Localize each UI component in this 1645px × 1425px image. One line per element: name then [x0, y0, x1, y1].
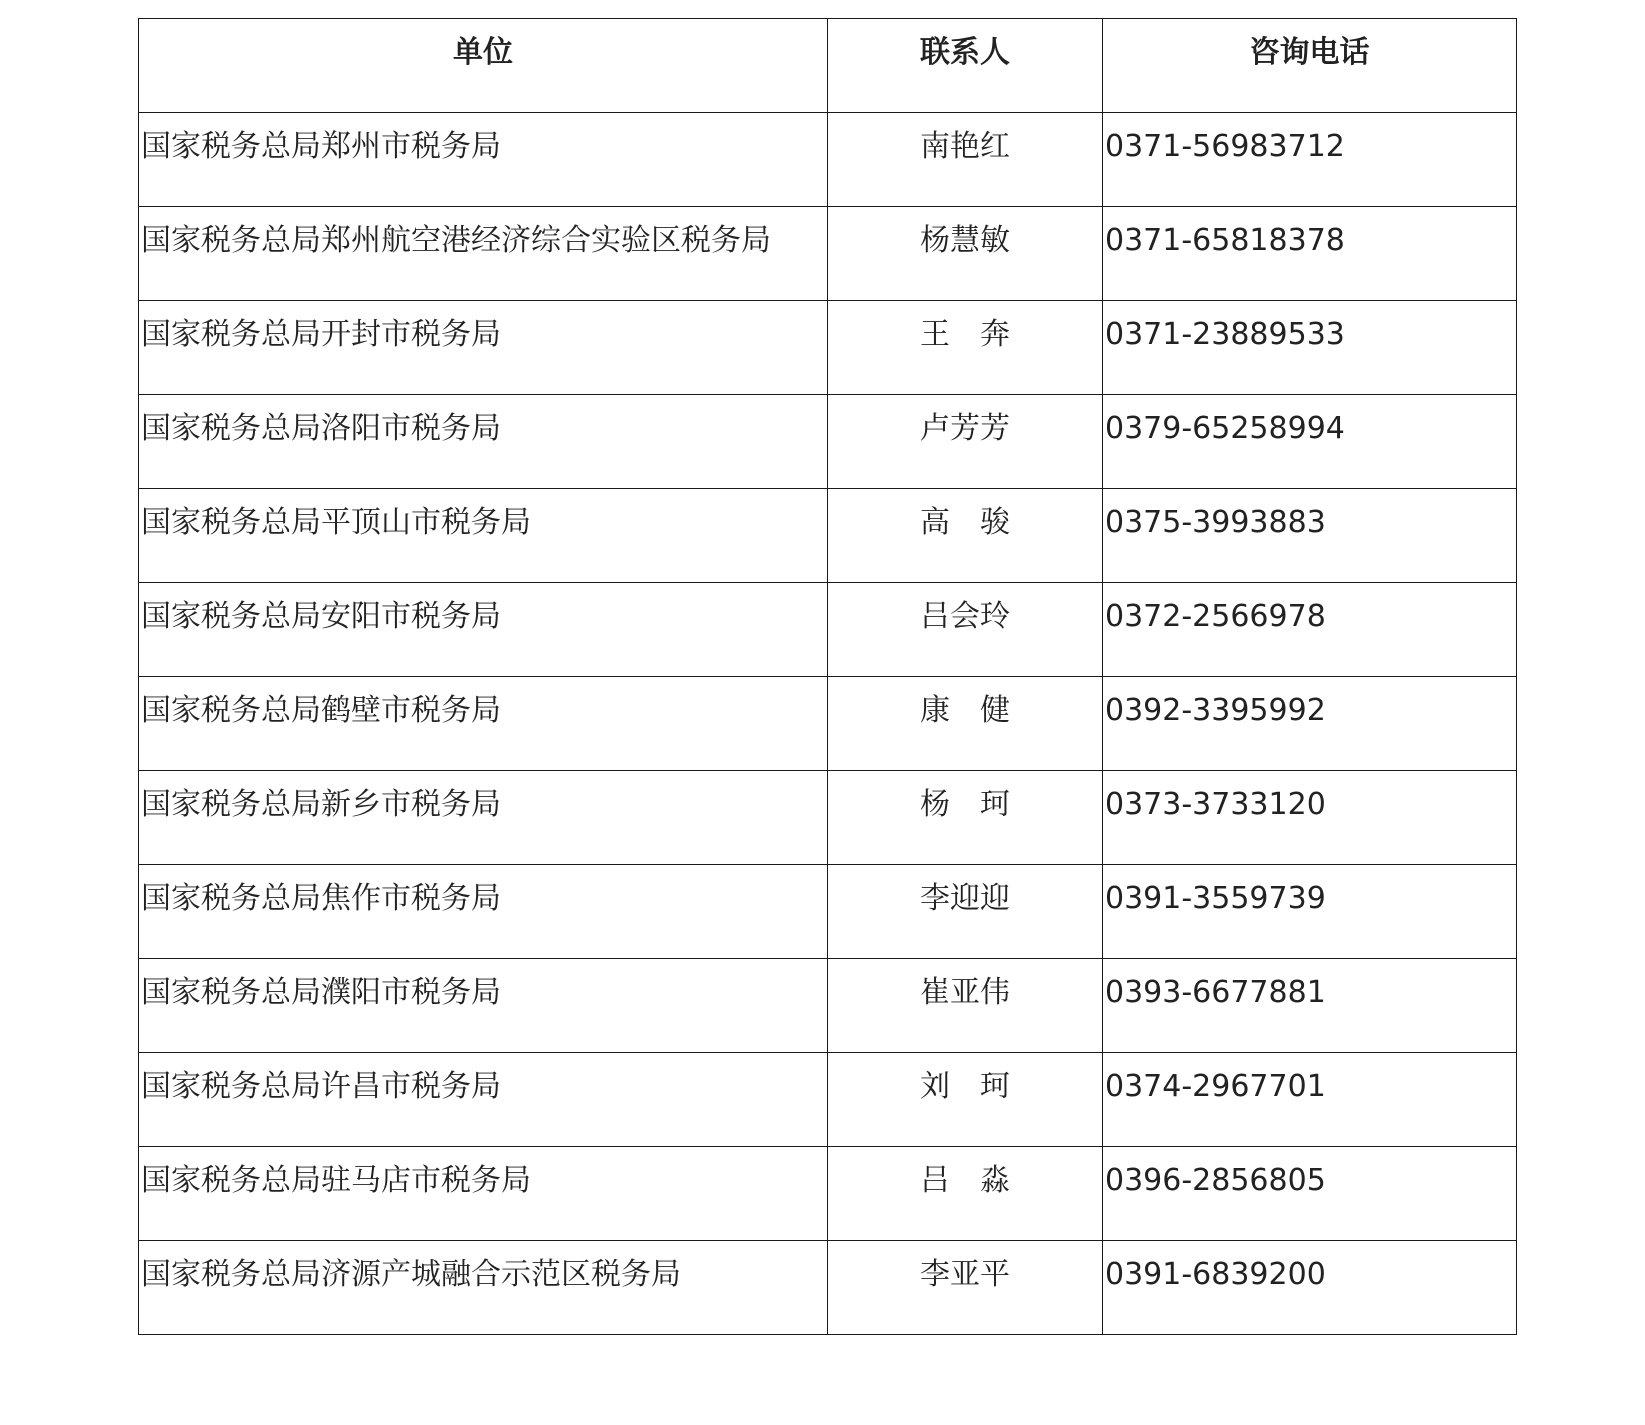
phone-cell: 0372-2566978: [1103, 583, 1517, 677]
unit-cell: 国家税务总局济源产城融合示范区税务局: [139, 1241, 828, 1335]
phone-cell: 0375-3993883: [1103, 489, 1517, 583]
contact-cell: 李亚平: [828, 1241, 1103, 1335]
unit-cell: 国家税务总局郑州市税务局: [139, 113, 828, 207]
unit-cell: 国家税务总局新乡市税务局: [139, 771, 828, 865]
contact-cell: 刘 珂: [828, 1053, 1103, 1147]
phone-cell: 0391-6839200: [1103, 1241, 1517, 1335]
table-row: [139, 1241, 1517, 1335]
table-row: [139, 489, 1517, 583]
table-row: [139, 1053, 1517, 1147]
unit-cell: 国家税务总局开封市税务局: [139, 301, 828, 395]
table-row: [139, 207, 1517, 301]
contact-table: [138, 18, 1517, 1335]
phone-cell: 0391-3559739: [1103, 865, 1517, 959]
table-row: [139, 677, 1517, 771]
phone-cell: 0393-6677881: [1103, 959, 1517, 1053]
phone-cell: 0392-3395992: [1103, 677, 1517, 771]
unit-cell: 国家税务总局驻马店市税务局: [139, 1147, 828, 1241]
unit-cell: 国家税务总局洛阳市税务局: [139, 395, 828, 489]
phone-cell: 0371-23889533: [1103, 301, 1517, 395]
phone-cell: 0374-2967701: [1103, 1053, 1517, 1147]
unit-cell: 国家税务总局平顶山市税务局: [139, 489, 828, 583]
header-unit: 单位: [139, 19, 828, 113]
table-row: [139, 865, 1517, 959]
phone-cell: 0371-56983712: [1103, 113, 1517, 207]
table-row: [139, 959, 1517, 1053]
contact-cell: 崔亚伟: [828, 959, 1103, 1053]
phone-cell: 0371-65818378: [1103, 207, 1517, 301]
phone-cell: 0396-2856805: [1103, 1147, 1517, 1241]
table-row: [139, 1147, 1517, 1241]
header-contact: 联系人: [828, 19, 1103, 113]
phone-cell: 0373-3733120: [1103, 771, 1517, 865]
contact-cell: 王 奔: [828, 301, 1103, 395]
phone-cell: 0379-65258994: [1103, 395, 1517, 489]
contact-cell: 南艳红: [828, 113, 1103, 207]
contact-cell: 吕会玲: [828, 583, 1103, 677]
table-row: [139, 583, 1517, 677]
contact-cell: 康 健: [828, 677, 1103, 771]
contact-cell: 杨慧敏: [828, 207, 1103, 301]
unit-cell: 国家税务总局许昌市税务局: [139, 1053, 828, 1147]
contact-cell: 吕 淼: [828, 1147, 1103, 1241]
unit-cell: 国家税务总局濮阳市税务局: [139, 959, 828, 1053]
contact-cell: 卢芳芳: [828, 395, 1103, 489]
table-row: [139, 395, 1517, 489]
unit-cell: 国家税务总局郑州航空港经济综合实验区税务局: [139, 207, 828, 301]
unit-cell: 国家税务总局焦作市税务局: [139, 865, 828, 959]
table-row: [139, 301, 1517, 395]
unit-cell: 国家税务总局安阳市税务局: [139, 583, 828, 677]
contact-cell: 杨 珂: [828, 771, 1103, 865]
unit-cell: 国家税务总局鹤壁市税务局: [139, 677, 828, 771]
contact-cell: 李迎迎: [828, 865, 1103, 959]
table-header-row: [139, 19, 1517, 113]
table-row: [139, 771, 1517, 865]
table-row: [139, 113, 1517, 207]
header-phone: 咨询电话: [1103, 19, 1517, 113]
contact-cell: 高 骏: [828, 489, 1103, 583]
